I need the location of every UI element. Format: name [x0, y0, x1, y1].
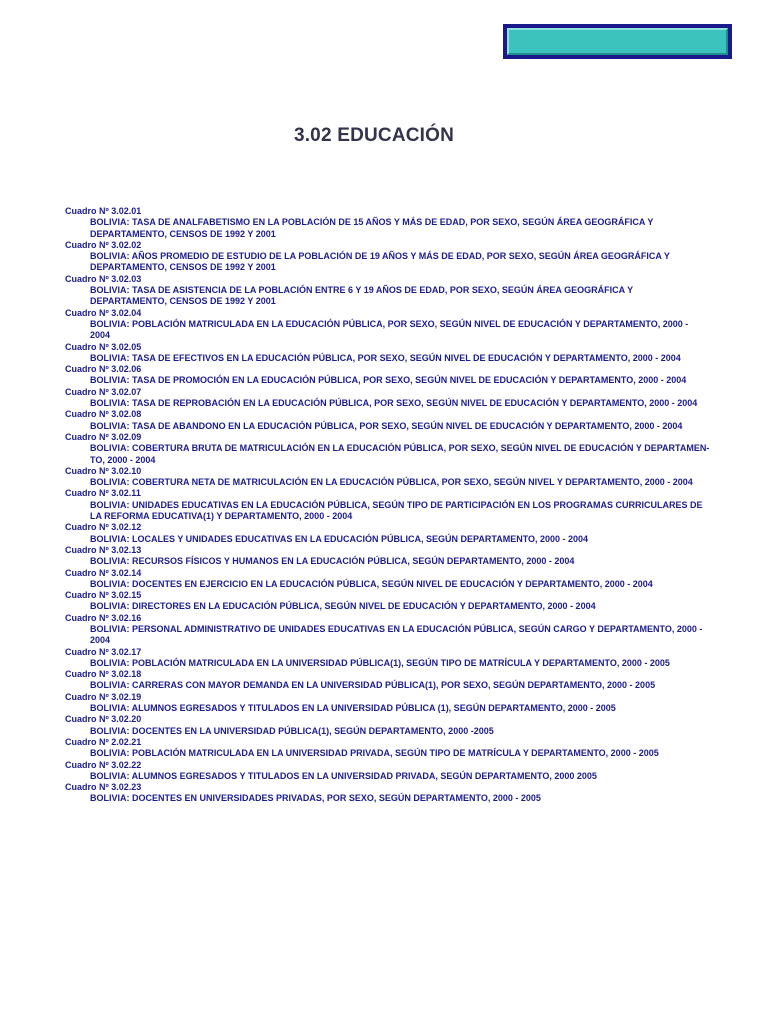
index-entry[interactable] [65, 488, 710, 522]
index-entry[interactable] [65, 308, 710, 342]
index-entry[interactable] [65, 782, 710, 805]
entry-number: Cuadro Nº 3.02.07 [65, 386, 142, 397]
entry-title-link[interactable]: BOLIVIA: AÑOS PROMEDIO DE ESTUDIO DE LA POBLACIÓN DE 19 AÑOS Y MÁS DE EDAD, POR SEXO, SEGÚN ÁREA GEOGRÁFICA Y DEPARTAMENTO, CENSOS DE 1992 Y 2001 [90, 251, 670, 273]
index-entry[interactable] [65, 647, 710, 670]
entry-title-link[interactable]: BOLIVIA: PERSONAL ADMINISTRATIVO DE UNIDADES EDUCATIVAS EN LA EDUCACIÓN PÚBLICA, SEGÚN CARGO Y DEPARTAMENTO, 2000 - 2004 [90, 623, 703, 646]
entry-number: Cuadro Nº 3.02.19 [65, 691, 142, 702]
entry-title-link[interactable]: BOLIVIA: COBERTURA NETA DE MATRICULACIÓN EN LA EDUCACIÓN PÚBLICA, POR SEXO, SEGÚN NIVEL Y DEPARTAMENTO, 2000 - 2004 [90, 477, 693, 488]
index-entry[interactable] [65, 206, 710, 240]
entry-title-link[interactable]: BOLIVIA: ALUMNOS EGRESADOS Y TITULADOS EN LA UNIVERSIDAD PRIVADA, SEGÚN DEPARTAMENTO, 2000 2005 [90, 770, 597, 781]
index-entry[interactable] [65, 714, 710, 737]
nav-button-face [507, 28, 728, 55]
entry-number: Cuadro Nº 3.02.12 [65, 522, 142, 533]
entry-number: Cuadro Nº 3.02.17 [65, 646, 142, 657]
nav-button[interactable] [503, 24, 732, 59]
entry-title-link[interactable]: BOLIVIA: COBERTURA BRUTA DE MATRICULACIÓN EN LA EDUCACIÓN PÚBLICA, POR SEXO, SEGÚN NIVEL DE EDUCACIÓN Y DEPARTAMEN-TO, 2000 - 2004 [90, 443, 710, 465]
entry-title-link[interactable]: BOLIVIA: ALUMNOS EGRESADOS Y TITULADOS EN LA UNIVERSIDAD PÚBLICA (1), SEGÚN DEPARTAMENTO, 2000 - 2005 [90, 703, 616, 714]
index-entry[interactable] [65, 669, 710, 692]
entry-title-link[interactable]: BOLIVIA: RECURSOS FÍSICOS Y HUMANOS EN LA EDUCACIÓN PÚBLICA, SEGÚN DEPARTAMENTO, 2000 - 2004 [90, 556, 575, 567]
index-entry[interactable] [65, 432, 710, 466]
entry-number: Cuadro Nº 3.02.10 [65, 465, 142, 476]
index-entry[interactable] [65, 364, 710, 387]
entry-title-link[interactable]: BOLIVIA: TASA DE ANALFABETISMO EN LA POBLACIÓN DE 15 AÑOS Y MÁS DE EDAD, POR SEXO, SEGÚN ÁREA GEOGRÁFICA Y DEPARTAMENTO, CENSOS DE 1992 Y 2001 [90, 217, 654, 239]
entry-title-link[interactable]: BOLIVIA: DOCENTES EN EJERCICIO EN LA EDUCACIÓN PÚBLICA, SEGÚN NIVEL DE EDUCACIÓN Y DEPARTAMENTO, 2000 - 2004 [90, 578, 653, 589]
entry-number: Cuadro Nº 3.02.11 [65, 488, 141, 499]
entry-title-link[interactable]: BOLIVIA: POBLACIÓN MATRICULADA EN LA UNIVERSIDAD PRIVADA, SEGÚN TIPO DE MATRÍCULA Y DEPARTAMENTO, 2000 - 2005 [90, 748, 659, 759]
table-index [65, 206, 710, 805]
entry-number: Cuadro Nº 3.02.05 [65, 341, 142, 352]
entry-number: Cuadro Nº 3.02.13 [65, 544, 142, 555]
page-title: 3.02 EDUCACIÓN [293, 125, 455, 146]
entry-number: Cuadro Nº 3.02.09 [65, 431, 142, 442]
index-entry[interactable] [65, 342, 710, 365]
entry-title-link[interactable]: BOLIVIA: DOCENTES EN UNIVERSIDADES PRIVADAS, POR SEXO, SEGÚN DEPARTAMENTO, 2000 - 2005 [90, 793, 541, 804]
index-entry[interactable] [65, 409, 710, 432]
entry-number: Cuadro Nº 3.02.14 [65, 567, 142, 578]
entry-number: Cuadro Nº 2.02.21 [65, 736, 142, 747]
entry-number: Cuadro Nº 3.02.23 [65, 782, 142, 793]
index-entry[interactable] [65, 568, 710, 591]
entry-number: Cuadro Nº 3.02.20 [65, 714, 142, 725]
entry-title-link[interactable]: BOLIVIA: POBLACIÓN MATRICULADA EN LA EDUCACIÓN PÚBLICA, POR SEXO, SEGÚN NIVEL DE EDUCACIÓN Y DEPARTAMENTO, 2000 - 2004 [90, 318, 689, 341]
entry-number: Cuadro Nº 3.02.04 [65, 307, 142, 318]
entry-title-link[interactable]: BOLIVIA: TASA DE REPROBACIÓN EN LA EDUCACIÓN PÚBLICA, POR SEXO, SEGÚN NIVEL DE EDUCACIÓN Y DEPARTAMENTO, 2000 - 2004 [90, 398, 698, 409]
index-entry[interactable] [65, 760, 710, 783]
index-entry[interactable] [65, 545, 710, 568]
entry-number: Cuadro Nº 3.02.22 [65, 759, 142, 770]
entry-number: Cuadro Nº 3.02.02 [65, 239, 142, 250]
entry-title-link[interactable]: BOLIVIA: TASA DE ABANDONO EN LA EDUCACIÓN PÚBLICA, POR SEXO, SEGÚN NIVEL DE EDUCACIÓN Y DEPARTAMENTO, 2000 - 2004 [90, 420, 683, 431]
entry-number: Cuadro Nº 3.02.06 [65, 364, 142, 375]
entry-number: Cuadro Nº 3.02.15 [65, 590, 142, 601]
entry-title-link[interactable]: BOLIVIA: CARRERAS CON MAYOR DEMANDA EN LA UNIVERSIDAD PÚBLICA(1), POR SEXO, SEGÚN DEPARTAMENTO, 2000 - 2005 [90, 680, 656, 691]
entry-title-link[interactable]: BOLIVIA: DOCENTES EN LA UNIVERSIDAD PÚBLICA(1), SEGÚN DEPARTAMENTO, 2000 -2005 [90, 725, 494, 736]
entry-number: Cuadro Nº 3.02.16 [65, 612, 142, 623]
entry-title-link[interactable]: BOLIVIA: TASA DE ASISTENCIA DE LA POBLACIÓN ENTRE 6 Y 19 AÑOS DE EDAD, POR SEXO, SEGÚN ÁREA GEOGRÁFICA Y DEPARTAMENTO, CENSOS DE 1992 Y 2001 [90, 285, 633, 307]
entry-number: Cuadro Nº 3.02.03 [65, 273, 142, 284]
index-entry[interactable] [65, 387, 710, 410]
index-entry[interactable] [65, 466, 710, 489]
entry-title-link[interactable]: BOLIVIA: UNIDADES EDUCATIVAS EN LA EDUCACIÓN PÚBLICA, SEGÚN TIPO DE PARTICIPACIÓN EN LOS PROGRAMAS CURRICULARES DE LA REFORMA EDUCATIVA(1) Y DEPARTAMENTO, 2000 - 2004 [90, 499, 703, 522]
entry-title-link[interactable]: BOLIVIA: DIRECTORES EN LA EDUCACIÓN PÚBLICA, SEGÚN NIVEL DE EDUCACIÓN Y DEPARTAMENTO, 2000 - 2004 [90, 601, 596, 612]
index-entry[interactable] [65, 590, 710, 613]
entry-title-link[interactable]: BOLIVIA: LOCALES Y UNIDADES EDUCATIVAS EN LA EDUCACIÓN PÚBLICA, SEGÚN DEPARTAMENTO, 2000 - 2004 [90, 533, 589, 544]
index-entry[interactable] [65, 522, 710, 545]
index-entry[interactable] [65, 737, 710, 760]
entry-number: Cuadro Nº 3.02.01 [65, 206, 142, 216]
entry-number: Cuadro Nº 3.02.18 [65, 669, 142, 680]
entry-number: Cuadro Nº 3.02.08 [65, 409, 142, 420]
entry-title-link[interactable]: BOLIVIA: POBLACIÓN MATRICULADA EN LA UNIVERSIDAD PÚBLICA(1), SEGÚN TIPO DE MATRÍCULA Y DEPARTAMENTO, 2000 - 2005 [90, 657, 670, 668]
entry-title-link[interactable]: BOLIVIA: TASA DE EFECTIVOS EN LA EDUCACIÓN PÚBLICA, POR SEXO, SEGÚN NIVEL DE EDUCACIÓN Y DEPARTAMENTO, 2000 - 2004 [90, 352, 681, 363]
index-entry[interactable] [65, 613, 710, 647]
index-entry[interactable] [65, 240, 710, 274]
entry-title-link[interactable]: BOLIVIA: TASA DE PROMOCIÓN EN LA EDUCACIÓN PÚBLICA, POR SEXO, SEGÚN NIVEL DE EDUCACIÓN Y DEPARTAMENTO, 2000 - 2004 [90, 375, 687, 386]
index-entry[interactable] [65, 274, 710, 308]
index-entry[interactable] [65, 692, 710, 715]
